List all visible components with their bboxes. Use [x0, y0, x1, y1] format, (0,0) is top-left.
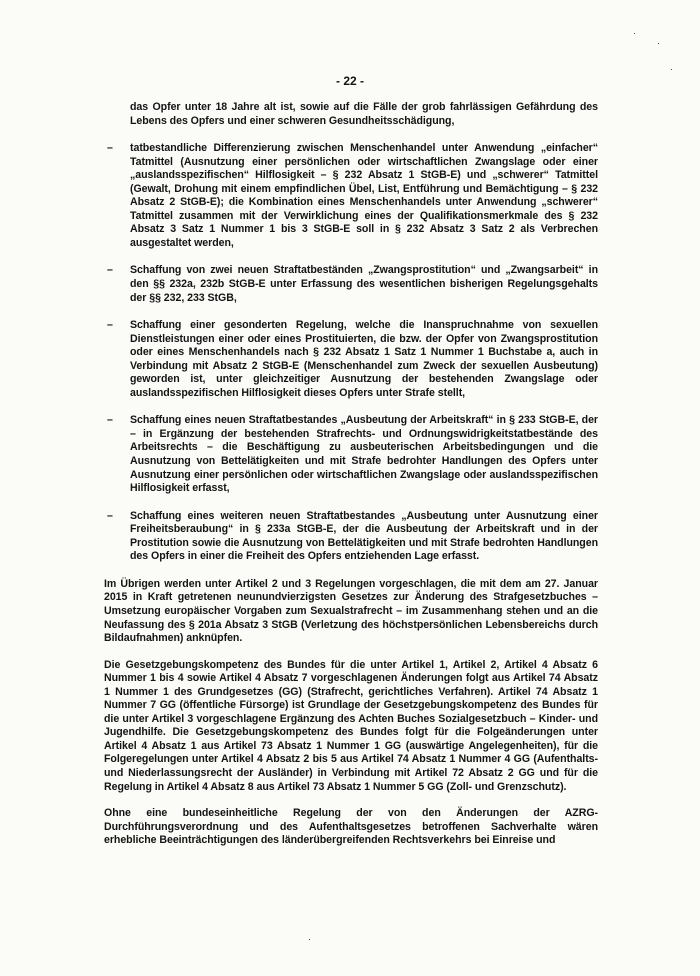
list-item	[104, 142, 598, 250]
bullet-dash: –	[107, 414, 113, 427]
list-item-text: Schaffung eines weiteren neuen Straftatbestandes „Ausbeutung unter Ausnutzung einer Freiheitsberaubung“ in § 233a StGB-E, der die Ausbeutung der Arbeitskraft und in der Prostitution sowie die Ausnutzung von Bettelätigkeiten und mit Strafe bedrohten Handlungen des Opfers in einer die Freiheit des Opfers entziehenden Lage erfasst.	[130, 509, 598, 563]
scan-speck: ·	[633, 28, 636, 38]
list-item-text: tatbestandliche Differenzierung zwischen Menschenhandel unter Anwendung „einfacher“ Tatmittel (Ausnutzung einer persönlichen oder wirtschaftlichen Zwangslage oder einer „auslandsspezifischen“ Hilflosigkeit – § 232 Absatz 1 StGB-E) und „schwerer“ Tatmittel (Gewalt, Drohung mit einem empfindlichen Übel, List, Entführung und Bemächtigung – § 232 Absatz 2 StGB-E); die Kombination eines Menschenhandels unter Anwendung „schwerer“ Tatmittel zusammen mit der Verwirklichung eines der Qualifikationsmerkmale des § 232 Absatz 3 Satz 1 Nummer 1 bis 3 StGB-E soll in § 232 Absatz 3 Satz 2 als Verbrechen ausgestaltet werden,	[130, 142, 598, 249]
list-item	[104, 264, 598, 305]
scan-speck: ·	[657, 38, 660, 48]
bullet-dash: –	[107, 509, 113, 522]
scan-speck: ·	[670, 64, 673, 74]
list-item-text: Schaffung einer gesonderten Regelung, welche die Inanspruchnahme von sexuellen Dienstleistungen einer oder eines Prostituierten, die bzw. der Opfer von Zwangsprostitution oder eines Menschenhandels nach § 232 Absatz 1 Satz 1 Nummer 1 Buchstabe a, auch in Verbindung mit Absatz 2 StGB-E (Menschenhandel zum Zweck der sexuellen Ausbeutung) geworden ist, unter gleichzeitiger Ausnutzung der bestehenden Zwangslage oder auslandsspezifischen Hilflosigkeit dieses Opfers unter Strafe stellt,	[130, 319, 598, 399]
bullet-dash: –	[107, 319, 113, 332]
document-body	[104, 101, 598, 861]
bullet-dash: –	[107, 264, 113, 277]
scan-speck: ·	[308, 934, 311, 944]
continued-paragraph: das Opfer unter 18 Jahre alt ist, sowie auf die Fälle der grob fahrlässigen Gefährdung des Lebens des Opfers und einer schweren Gesundheitsschädigung,	[130, 101, 598, 127]
paragraph: Die Gesetzgebungskompetenz des Bundes für die unter Artikel 1, Artikel 2, Artikel 4 Absatz 6 Nummer 1 bis 4 sowie Artikel 4 Absatz 7 vorgeschlagenen Änderungen folgt aus Artikel 74 Absatz 1 Nummer 1 des Grundgesetzes (GG) (Strafrecht, gerichtliches Verfahren). Artikel 74 Absatz 1 Nummer 7 GG (öffentliche Fürsorge) ist Grundlage der Gesetzgebungskompetenz des Bundes für die unter Artikel 3 vorgeschlagene Ergänzung des Achten Buches Sozialgesetzbuch – Kinder- und Jugendhilfe. Die Gesetzgebungskompetenz des Bundes folgt für die Folgeänderungen unter Artikel 4 Absatz 1 aus Artikel 73 Absatz 1 Nummer 1 GG (auswärtige Angelegenheiten), für die Folgeregelungen unter Artikel 4 Absatz 2 bis 5 aus Artikel 74 Absatz 1 Nummer 4 GG (Aufenthalts- und Niederlassungsrecht der Ausländer) in Verbindung mit Artikel 72 Absatz 2 GG und für die Regelung in Artikel 4 Absatz 8 aus Artikel 73 Absatz 1 Nummer 5 GG (Zoll- und Grenzschutz).	[104, 658, 598, 793]
list-item	[104, 319, 598, 400]
bullet-dash: –	[107, 142, 113, 155]
paragraph: Im Übrigen werden unter Artikel 2 und 3 Regelungen vorgeschlagen, die mit dem am 27. Januar 2015 in Kraft getretenen neunundvierzigsten Gesetzes zur Änderung des Strafgesetzbuches – Umsetzung europäischer Vorgaben zum Sexualstrafrecht – im Zusammenhang stehen und an die Neufassung des § 201a Absatz 3 StGB (Verletzung des höchstpersönlichen Lebensbereichs durch Bildaufnahmen) anknüpfen.	[104, 577, 598, 645]
paragraph: Ohne eine bundeseinheitliche Regelung der von den Änderungen der AZRG-Durchführungsverordnung und des Aufenthaltsgesetzes betroffenen Sachverhalte wären erhebliche Beeinträchtigungen des länderübergreifenden Rechtsverkehrs bei Einreise und	[104, 807, 598, 847]
list-item	[104, 414, 598, 495]
bullet-list	[104, 142, 598, 564]
list-item	[104, 510, 598, 564]
list-item-text: Schaffung von zwei neuen Straftatbeständen „Zwangsprostitution“ und „Zwangsarbeit“ in den §§ 232a, 232b StGB-E unter Erfassung des wesentlichen bisherigen Regelungsgehalts der §§ 232, 233 StGB,	[130, 264, 598, 304]
list-item-text: Schaffung eines neuen Straftatbestandes „Ausbeutung der Arbeitskraft“ in § 233 StGB-E, der – in Ergänzung der bestehenden Strafrechts- und Ordnungswidrigkeitstatbestände des Arbeitsrechts – die Beschäftigung zu ausbeuterischen Arbeitsbedingungen und die Ausnutzung von Bettelätigkeiten und mit Strafe bedrohter Handlungen des Opfers unter Ausnutzung einer persönlichen oder wirtschaftlichen Zwangslage oder auslandsspezifischen Hilflosigkeit erfasst,	[130, 414, 598, 495]
page-number: - 22 -	[335, 74, 364, 88]
